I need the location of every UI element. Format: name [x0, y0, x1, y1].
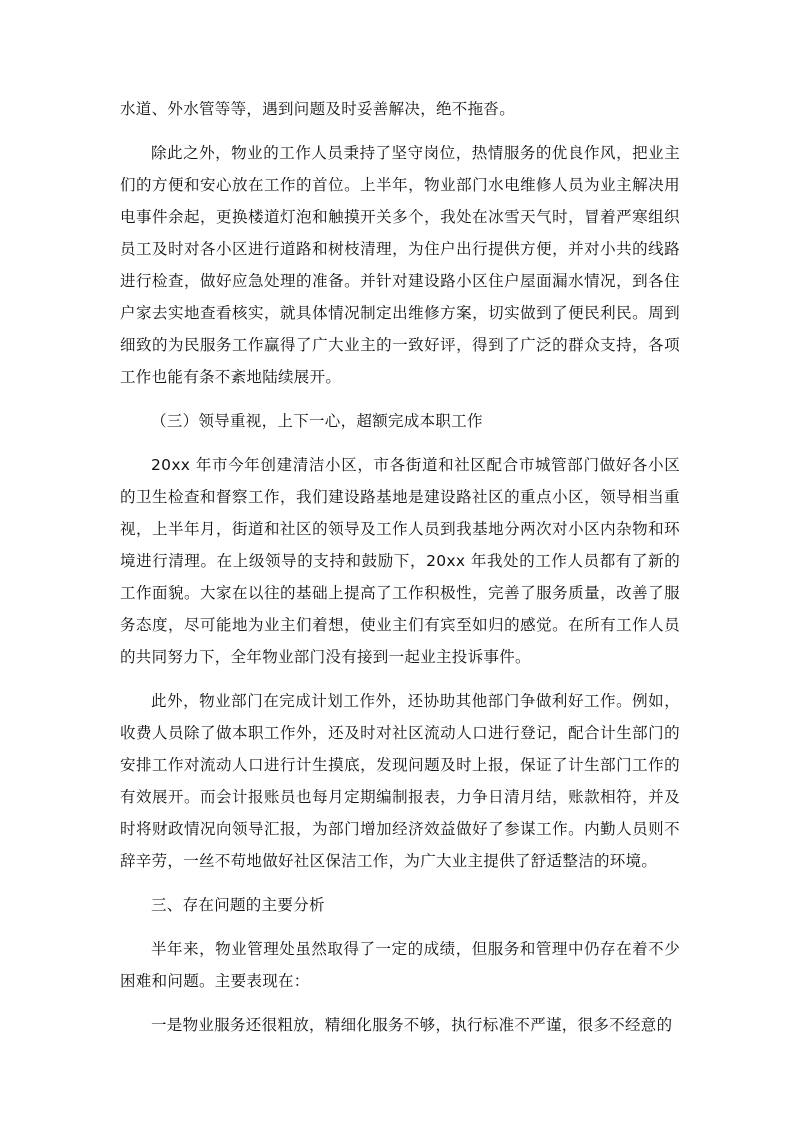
- paragraph-half-year-summary: 半年来，物业管理处虽然取得了一定的成绩，但服务和管理中仍存在着不少困难和问题。主要表现在：: [120, 940, 680, 990]
- paragraph-continuation: 水道、外水管等等，遇到问题及时妥善解决，绝不拖沓。: [120, 100, 516, 118]
- section-heading-problems: 三、存在问题的主要分析: [151, 896, 325, 914]
- paragraph-assist-departments: 此外，物业部门在完成计划工作外，还协助其他部门争做利好工作。例如，收费人员除了做本职工作外，还及时对社区流动人口进行登记，配合计生部门的安排工作对流动人口进行计生摸底，发现问题及时上报，保证了计生部门工作的有效展开。而会计报账员也每月定期编制报表，力争日清月结，账款相符，并及时将财政情况向领导汇报，为部门增加经济效益做好了参谋工作。内勤人员则不辞辛劳，一丝不苟地做好社区保洁工作，为广大业主提供了舒适整洁的环境。: [120, 692, 680, 870]
- paragraph-clean-community: 20xx 年市今年创建清洁小区，市各街道和社区配合市城管部门做好各小区的卫生检查和督察工作，我们建设路基地是建设路社区的重点小区，领导相当重视，上半年月，街道和社区的领导及工作人员到我基地分两次对小区内杂物和环境进行清理。在上级领导的支持和鼓励下，20xx 年我处的工作人员都有了新的工作面貌。大家在以往的基础上提高了工作积极性，完善了服务质量，改善了服务态度，尽可能地为业主们着想，使业主们有宾至如归的感觉。在所有工作人员的共同努力下，全年物业部门没有接到一起业主投诉事件。: [120, 456, 680, 666]
- paragraph-problem-one: 一是物业服务还很粗放，精细化服务不够，执行标准不严谨，很多不经意的: [151, 1016, 673, 1034]
- paragraph-staff-service: 除此之外，物业的工作人员秉持了坚守岗位，热情服务的优良作风，把业主们的方便和安心放在工作的首位。上半年，物业部门水电维修人员为业主解决用电事件余起，更换楼道灯泡和触摸开关多个，我处在冰雪天气时，冒着严寒组织员工及时对各小区进行道路和树枝清理，为住户出行提供方便，并对小共的线路进行检查，做好应急处理的准备。并针对建设路小区住户屋面漏水情况，到各住户家去实地查看核实，就具体情况制定出维修方案，切实做到了便民利民。周到细致的为民服务工作赢得了广大业主的一致好评，得到了广泛的群众支持，各项工作也能有条不紊地陆续展开。: [120, 144, 680, 386]
- section-heading-leadership: （三）领导重视，上下一心，超额完成本职工作: [151, 412, 483, 430]
- document-body: [120, 93, 680, 1041]
